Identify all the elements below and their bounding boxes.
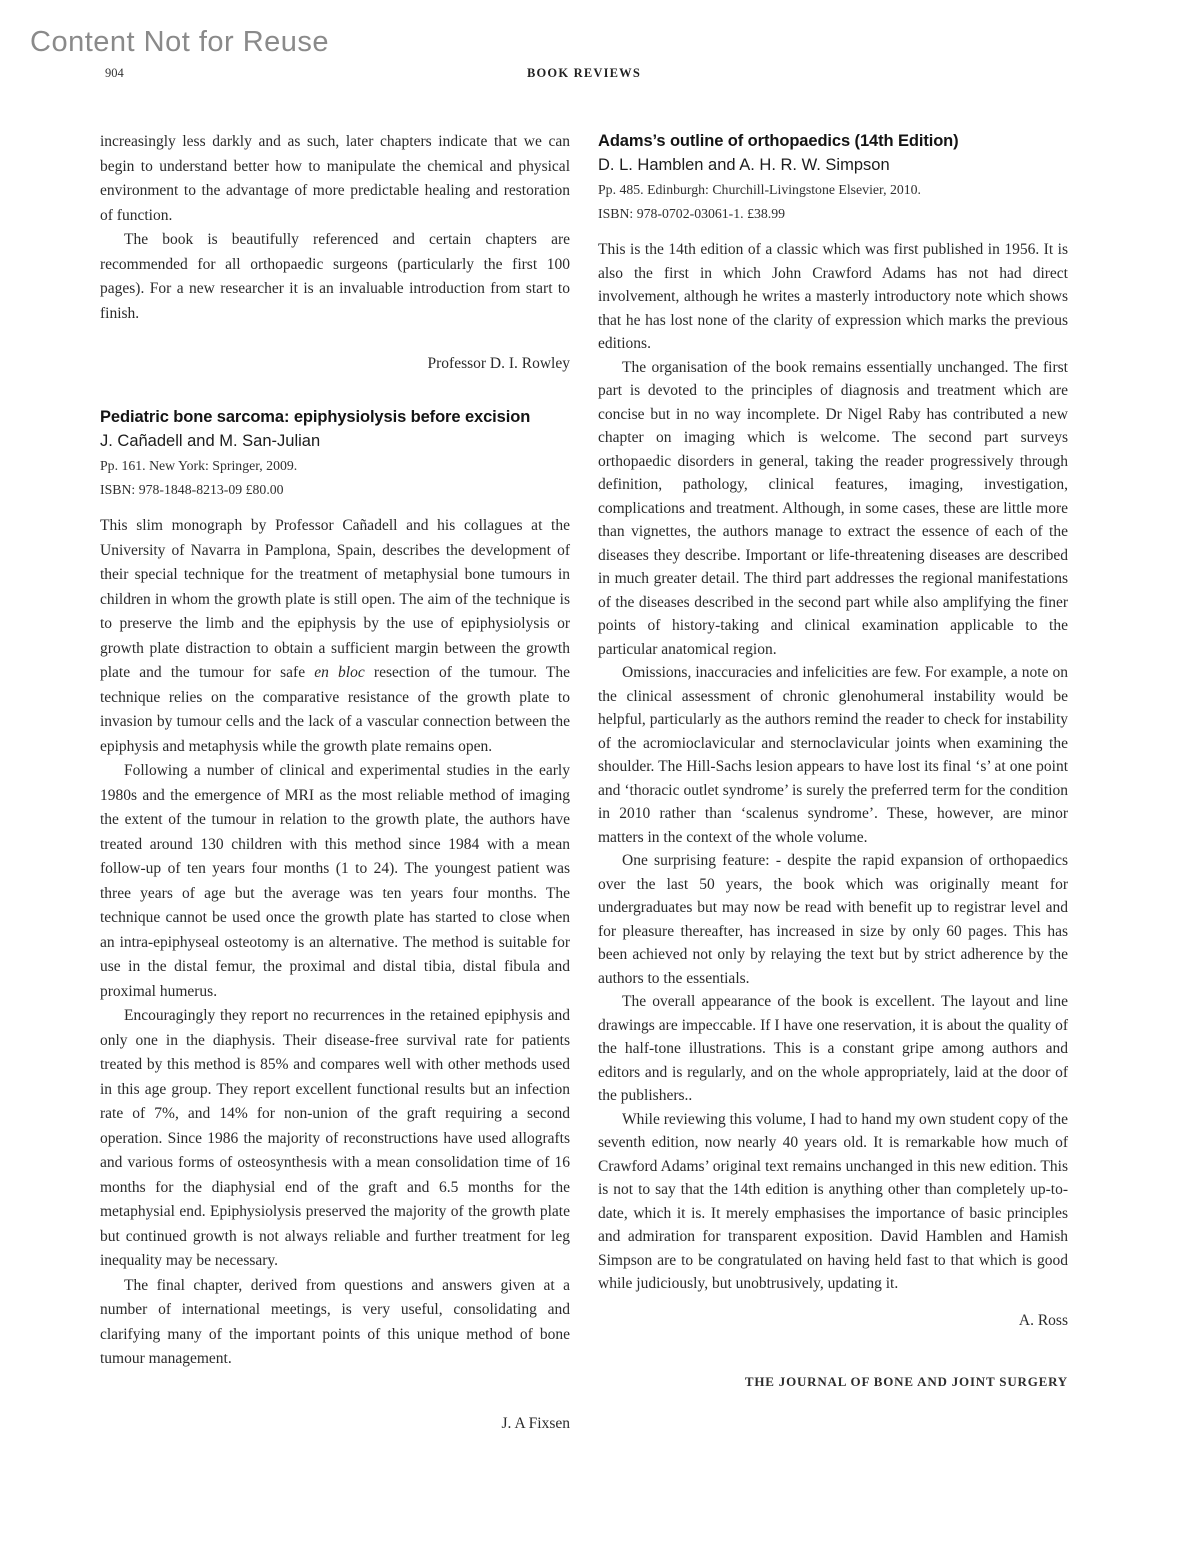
review-continued-body bbox=[100, 130, 570, 326]
paragraph: The organisation of the book remains essentially unchanged. The first part is devoted to the principles of diagnosis and treatment which are concise but in no way incomplete. Dr Nigel Raby has contributed a new chapter on imaging which is welcome. The second part surveys orthopaedic disorders in general, taking the reader progressively through definition, pathology, clinical features, imaging, investigation, complications and treatment. Although, in some cases, these are little more than vignettes, the authors manage to extract the essence of each of the diseases they describe. Important or life-threatening diseases are described in much greater detail. The third part addresses the regional manifestations of the diseases described in the second part while also amplifying the finer points of history-taking and clinical examination applicable to the particular anatomical region. bbox=[598, 358, 1068, 658]
review-publication: Pp. 485. Edinburgh: Churchill-Livingstone Elsevier, 2010. bbox=[598, 182, 922, 197]
right-column bbox=[598, 130, 1068, 1435]
review-adams-body bbox=[598, 238, 1068, 1296]
paragraph: The final chapter, derived from questions and answers given at a number of international meetings, is very useful, consolidating and clarifying many of the important points of this unique method of bone tumour management. bbox=[100, 1276, 570, 1367]
reviewer-signature: J. A Fixsen bbox=[501, 1414, 570, 1432]
reviewer-signature: A. Ross bbox=[1018, 1311, 1068, 1329]
review-pediatric-body bbox=[100, 514, 570, 1372]
review-isbn-price: ISBN: 978-0702-03061-1. £38.99 bbox=[598, 205, 786, 221]
paragraph: This slim monograph by Professor Cañadell and his collagues at the University of Navarra in Pamplona, Spain, describes the development of their special technique for the treatment of metaphysial bone tumours in children in whom the growth plate is still open. The aim of the technique is to preserve the limb and the epiphysis by the use of epiphysiolysis or growth plate distraction to obtain a sufficient margin between the growth plate and the tumour for safe en bloc resection of the tumour. The technique relies on the comparative resistance of the growth plate to invasion by tumour cells and the lack of a vascular connection between the epiphysis and metaphysis while the growth plate remains open. bbox=[100, 517, 570, 755]
paragraph: While reviewing this volume, I had to hand my own student copy of the seventh edition, now nearly 40 years old. It is remarkable how much of Crawford Adams’ original text remains unchanged in this new edition. This is not to say that the 14th edition is anything other than completely up-to-date, which it is. It merely emphasises the importance of basic principles and admiration for transparent exposition. David Hamblen and Hamish Simpson are to be congratulated on having held fast to that which is good while judiciously, but unobtrusively, updating it. bbox=[598, 1110, 1068, 1292]
review-pediatric-section bbox=[100, 406, 570, 1435]
paragraph: increasingly less darkly and as such, later chapters indicate that we can begin to understand better how to manipulate the chemical and physical environment to the advantage of more predictable healing and restoration of function. bbox=[100, 133, 570, 224]
paragraph: Omissions, inaccuracies and infelicities are few. For example, a note on the clinical assessment of chronic glenohumeral instability would be helpful, particularly as the authors remind the reader to check for instability of the acromioclavicular and sternoclavicular joints when examining the shoulder. The Hill-Sachs lesion appears to have lost its final ‘s’ at one point and ‘thoracic outlet syndrome’ is surely the preferred term for the condition in 2010 rather than ‘scalenus syndrome’. These, however, are minor matters in the context of the whole volume. bbox=[598, 664, 1068, 846]
paragraph: One surprising feature: - despite the rapid expansion of orthopaedics over the last 50 years, the book which was originally meant for undergraduates but may now be read with benefit up to registrar level and for pleasure thereafter, has increased in size by only 60 pages. This has been achieved not only by relaying the text but by strict adherence by the authors to the essentials. bbox=[598, 852, 1068, 987]
page-number: 904 bbox=[105, 66, 124, 80]
paragraph: The book is beautifully referenced and certain chapters are recommended for all orthopaedic surgeons (particularly the first 100 pages). For a new researcher it is an invaluable introduction from start to finish. bbox=[100, 231, 570, 322]
review-publication: Pp. 161. New York: Springer, 2009. bbox=[100, 458, 298, 473]
review-title: Adams’s outline of orthopaedics (14th Edition) bbox=[598, 132, 959, 150]
review-authors: J. Cañadell and M. San-Julian bbox=[100, 432, 321, 450]
reviewer-signature: Professor D. I. Rowley bbox=[427, 355, 570, 372]
running-title: BOOK REVIEWS bbox=[526, 66, 642, 80]
watermark-text: Content Not for Reuse bbox=[30, 26, 330, 58]
review-isbn-price: ISBN: 978-1848-8213-09 £80.00 bbox=[100, 481, 284, 497]
review-continued-section bbox=[100, 130, 570, 375]
paragraph: Encouragingly they report no recurrences in the retained epiphysis and only one in the diaphysis. Their disease-free survival rate for patients treated by this method is 85% and compares well with other methods used in this age group. They report excellent functional results but an infection rate of 7%, and 14% for non-union of the graft requiring a second operation. Since 1986 the majority of reconstructions have used allografts and various forms of osteosynthesis with a mean consolidation time of 16 months for the diaphysial end of the graft and 6.5 months for the metaphysial end. Epiphysiolysis preserved the majority of the growth plate but continued growth is not always reliable and further treatment for leg inequality may be necessary. bbox=[100, 1007, 570, 1269]
journal-footer: THE JOURNAL OF BONE AND JOINT SURGERY bbox=[744, 1373, 1068, 1389]
review-authors: D. L. Hamblen and A. H. R. W. Simpson bbox=[598, 156, 890, 174]
paragraph: Following a number of clinical and experimental studies in the early 1980s and the emergence of MRI as the most reliable method of imaging the extent of the tumour in relation to the growth plate, the authors have treated around 130 children with this method since 1984 with a mean follow-up of ten years four months (1 to 24). The youngest patient was three years of age but the average was ten years four months. The technique cannot be used once the growth plate has started to close when an intra-epiphyseal osteotomy is an alternative. The method is suitable for use in the distal femur, the proximal and distal tibia, distal fibula and proximal humerus. bbox=[100, 762, 570, 1000]
review-adams-section bbox=[598, 130, 1068, 1332]
paragraph: The overall appearance of the book is excellent. The layout and line drawings are impeccable. If I have one reservation, it is about the quality of the half-tone illustrations. This is a constant gripe among authors and editors and is regularly, and on the whole appropriately, laid at the door of the publishers.. bbox=[598, 993, 1068, 1104]
page-header bbox=[100, 66, 1068, 86]
two-column-layout bbox=[100, 130, 1068, 1435]
paragraph: This is the 14th edition of a classic which was first published in 1956. It is also the first in which John Crawford Adams has not had direct involvement, although he writes a masterly introductory note which shows that he has lost none of the clarity of expression which marks the previous editions. bbox=[598, 241, 1068, 352]
review-title: Pediatric bone sarcoma: epiphysiolysis before excision bbox=[100, 408, 531, 426]
left-column bbox=[100, 130, 570, 1435]
